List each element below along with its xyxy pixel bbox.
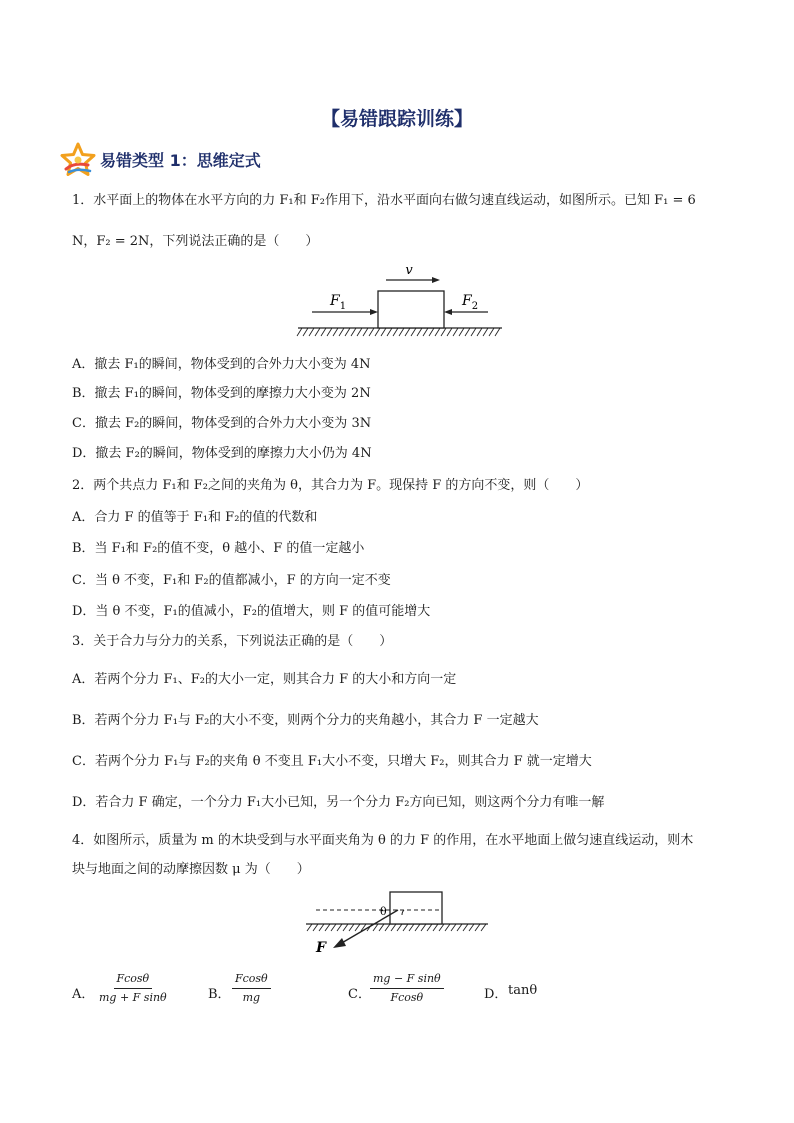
q2-option-a: A．合力 F 的值等于 F₁和 F₂的值的代数和 [72,510,318,525]
force-f1-label: $F_1$ [330,293,347,312]
angle-theta-label: θ [380,905,387,918]
q3-option-a: A．若两个分力 F₁、F₂的大小一定，则其合力 F 的大小和方向一定 [72,672,457,687]
q4-option-a-denominator: mg + F sinθ [99,991,167,1004]
q3-option-d: D．若合力 F 确定，一个分力 F₁大小已知，另一个分力 F₂方向已知，则这两个分力有唯一解 [72,795,605,810]
q4-option-b-denominator: mg [242,991,261,1004]
q1-option-b: B．撤去 F₁的瞬间，物体受到的摩擦力大小变为 2N [72,386,371,401]
q4-option-c-fraction [370,972,444,1005]
page-title: 【易错跟踪训练】 [320,108,473,130]
q1-stem-line-1: 1．水平面上的物体在水平方向的力 F₁和 F₂作用下，沿水平面向右做匀速直线运动，如图所示。已知 F₁ = 6 [72,193,696,208]
q3-option-b: B．若两个分力 F₁与 F₂的大小不变，则两个分力的夹角越小，其合力 F 一定越大 [72,713,539,728]
q4-option-c-denominator: Fcosθ [390,991,424,1004]
force-f-label: F [316,940,326,956]
q4-figure [300,886,494,958]
q4-stem-line-2: 块与地面之间的动摩擦因数 μ 为（ ） [72,862,310,877]
q4-options [72,968,712,1012]
q4-option-b-label: B． [208,987,231,1002]
section-title: 易错类型 1：思维定式 [100,150,261,170]
q2-option-b: B．当 F₁和 F₂的值不变，θ 越小、F 的值一定越小 [72,541,365,556]
q4-option-d-label: D． [484,987,508,1002]
force-f2-label: $F_2$ [462,293,479,312]
q4-option-b-fraction [232,972,271,1005]
q4-option-c-label: C． [348,987,371,1002]
q2-option-d: D．当 θ 不变，F₁的值减小，F₂的值增大，则 F 的值可能增大 [72,604,431,619]
q2-option-c: C．当 θ 不变，F₁和 F₂的值都减小，F 的方向一定不变 [72,573,391,588]
q1-stem-line-2: N，F₂ = 2N，下列说法正确的是（ ） [72,234,319,249]
velocity-label: v [405,263,413,278]
star-icon [60,142,96,176]
q4-stem-line-1: 4．如图所示，质量为 m 的木块受到与水平面夹角为 θ 的力 F 的作用，在水平地面上做匀速直线运动，则木 [72,833,694,848]
q4-option-b-numerator: Fcosθ [232,972,271,989]
q1-option-d: D．撤去 F₂的瞬间，物体受到的摩擦力大小仍为 4N [72,446,372,461]
q4-option-a-fraction [96,972,170,1005]
q4-option-d-text: tanθ [508,983,538,998]
q4-option-a-numerator: Fcosθ [114,972,153,989]
section-header [60,142,261,176]
q4-option-c-numerator: mg − F sinθ [370,972,444,989]
q1-figure [292,258,506,346]
q1-option-a: A．撤去 F₁的瞬间，物体受到的合外力大小变为 4N [72,357,371,372]
q3-stem: 3．关于合力与分力的关系，下列说法正确的是（ ） [72,634,393,649]
q1-option-c: C．撤去 F₂的瞬间，物体受到的合外力大小变为 3N [72,416,372,431]
q3-option-c: C．若两个分力 F₁与 F₂的夹角 θ 不变且 F₁大小不变，只增大 F₂，则其合力 F 就一定增大 [72,754,592,769]
q2-stem: 2．两个共点力 F₁和 F₂之间的夹角为 θ，其合力为 F。现保持 F 的方向不变，则（ ） [72,478,589,493]
q4-option-a-label: A． [72,987,95,1002]
